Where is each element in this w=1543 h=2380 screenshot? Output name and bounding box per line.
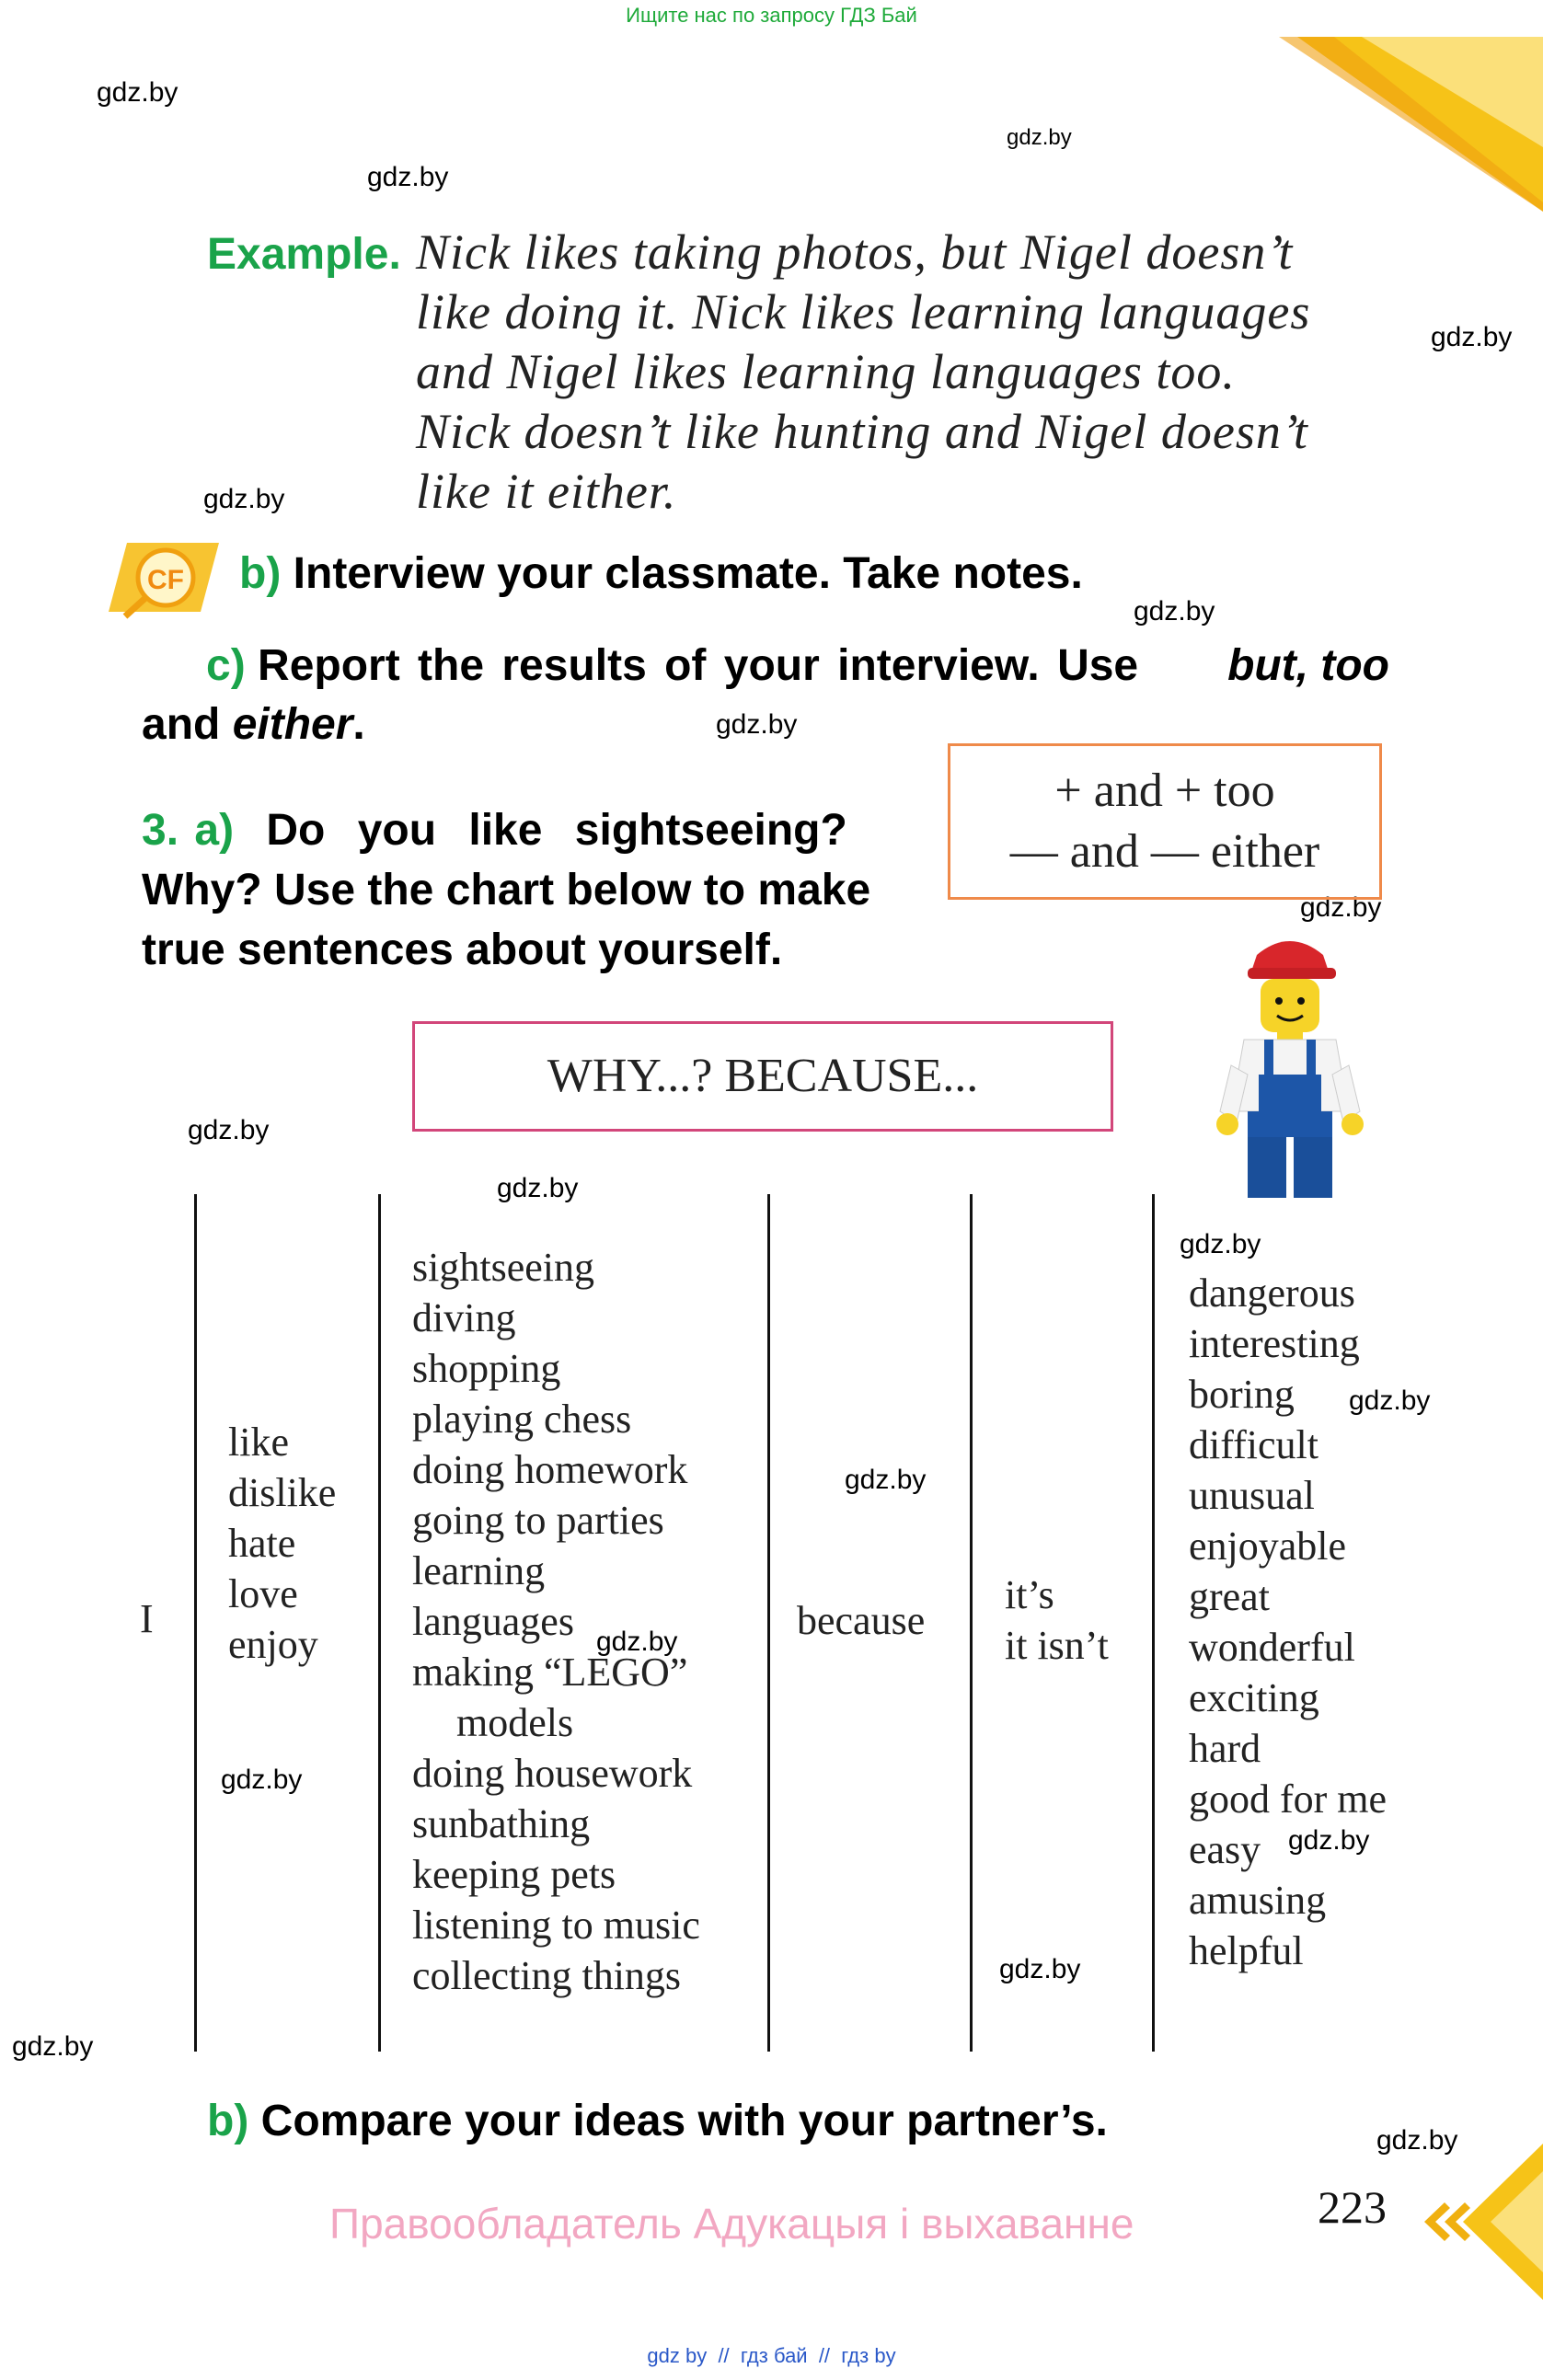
- hint-line: — and — either: [1009, 825, 1320, 878]
- it-form: it isn’t: [1005, 1623, 1109, 1668]
- example-text: [416, 223, 1310, 522]
- watermark: gdz.by: [1349, 1385, 1431, 1416]
- chart-because: [797, 1595, 925, 1646]
- watermark: gdz.by: [1180, 1229, 1261, 1259]
- activity-item: models: [456, 1700, 574, 1745]
- chart-divider: [1152, 1194, 1155, 2052]
- chart-divider: [970, 1194, 973, 2052]
- watermark: gdz.by: [1431, 322, 1513, 352]
- task-c-italic: but, too: [1227, 641, 1389, 690]
- page-number: 223: [1318, 2181, 1387, 2233]
- watermark: gdz.by: [497, 1173, 579, 1203]
- task-3a: [142, 800, 905, 980]
- copyright-notice: Правообладатель Адукацыя і выхаванне: [329, 2200, 1134, 2248]
- task-c-period: .: [352, 700, 365, 749]
- chart-verbs: [228, 1417, 336, 1670]
- chart-subject: [140, 1593, 154, 1644]
- chart-title-box: [412, 1021, 1113, 1132]
- watermark: gdz.by: [188, 1115, 270, 1145]
- watermark: gdz.by: [97, 77, 178, 108]
- verb-item: hate: [228, 1521, 296, 1566]
- task-b-label: b): [239, 549, 282, 598]
- activity-item: doing housework: [412, 1751, 693, 1796]
- adjective-item: great: [1189, 1574, 1270, 1619]
- adjective-item: interesting: [1189, 1321, 1360, 1366]
- watermark: gdz.by: [1134, 596, 1215, 627]
- verb-item: enjoy: [228, 1622, 318, 1667]
- corner-decoration: [1279, 37, 1543, 212]
- verb-item: love: [228, 1571, 298, 1616]
- task-c-italic2: either: [232, 700, 353, 749]
- chart-activities: [412, 1242, 700, 2001]
- adjective-item: difficult: [1189, 1422, 1318, 1467]
- task-3a-number: 3. a): [142, 806, 235, 855]
- task-c-text2: and: [142, 700, 221, 749]
- chart-title: WHY...? BECAUSE...: [547, 1050, 979, 1102]
- adjective-item: enjoyable: [1189, 1523, 1347, 1569]
- adjective-item: amusing: [1189, 1878, 1327, 1923]
- activity-item: going to parties: [412, 1498, 664, 1543]
- example-line: and Nigel likes learning languages too.: [416, 344, 1236, 399]
- task-c-label: c): [206, 641, 246, 690]
- example-label: Example.: [207, 230, 401, 279]
- top-banner[interactable]: Ищите нас по запросу ГДЗ Бай: [626, 4, 917, 27]
- activity-item: doing homework: [412, 1447, 688, 1492]
- task-c: [142, 637, 1389, 754]
- task-3b: [207, 2094, 1108, 2149]
- watermark: gdz.by: [12, 2031, 94, 2062]
- adjective-item: helpful: [1189, 1928, 1304, 1973]
- watermark: gdz.by: [1376, 2125, 1458, 2156]
- watermark: gdz.by: [716, 709, 798, 740]
- task-3b-label: b): [207, 2097, 249, 2145]
- task-c-text: Report the results of your interview. Use: [258, 641, 1139, 690]
- activity-item: shopping: [412, 1346, 561, 1391]
- activity-item: collecting things: [412, 1953, 682, 1998]
- activity-item: languages: [412, 1599, 574, 1644]
- activity-item: sunbathing: [412, 1801, 591, 1846]
- watermark: gdz.by: [203, 484, 285, 514]
- task-b-text: Interview your classmate. Take notes.: [293, 549, 1083, 598]
- adjective-item: dangerous: [1189, 1270, 1355, 1316]
- subject-word: I: [140, 1596, 154, 1641]
- watermark: gdz.by: [999, 1954, 1081, 1984]
- adjective-item: exciting: [1189, 1675, 1319, 1720]
- activity-item: learning: [412, 1548, 546, 1593]
- example-line: like it either.: [416, 464, 677, 519]
- task-3a-line: Do you like sightseeing?: [266, 806, 847, 855]
- chart-divider: [194, 1194, 197, 2052]
- adjective-item: hard: [1189, 1726, 1261, 1771]
- task-3a-line: Why? Use the chart below to make: [142, 866, 871, 914]
- watermark: gdz.by: [367, 162, 449, 192]
- chart-adjectives: [1189, 1268, 1387, 1976]
- chart-divider: [767, 1194, 770, 2052]
- task-b: [239, 546, 1083, 602]
- page-arrow-icon: [1408, 2144, 1543, 2300]
- adjective-item: unusual: [1189, 1473, 1315, 1518]
- bottom-links[interactable]: gdz by // гдз бай // гдз by: [647, 2344, 896, 2367]
- activity-item: playing chess: [412, 1397, 632, 1442]
- hint-box: [948, 743, 1382, 900]
- it-form: it’s: [1005, 1572, 1054, 1617]
- chart-it-forms: [1005, 1569, 1109, 1671]
- adjective-item: easy: [1189, 1827, 1261, 1872]
- watermark: gdz.by: [1288, 1825, 1370, 1856]
- activity-item: listening to music: [412, 1903, 700, 1948]
- adjective-item: boring: [1189, 1372, 1295, 1417]
- svg-text:CF: CF: [147, 565, 184, 595]
- cf-icon: [109, 534, 219, 621]
- adjective-item: good for me: [1189, 1776, 1388, 1822]
- activity-item: diving: [412, 1295, 516, 1340]
- verb-item: like: [228, 1420, 289, 1465]
- watermark: gdz.by: [845, 1465, 927, 1495]
- chart-divider: [378, 1194, 381, 2052]
- watermark: gdz.by: [221, 1765, 303, 1795]
- example-line: like doing it. Nick likes learning languages: [416, 284, 1311, 339]
- verb-item: dislike: [228, 1470, 337, 1515]
- watermark: gdz.by: [1300, 892, 1382, 923]
- example-line: Nick likes taking photos, but Nigel doesn’t: [416, 224, 1294, 280]
- adjective-item: wonderful: [1189, 1625, 1355, 1670]
- activity-item: making “LEGO”: [412, 1650, 688, 1695]
- task-3a-line: true sentences about yourself.: [142, 926, 783, 974]
- because-word: because: [797, 1598, 926, 1643]
- lego-figure: [1211, 927, 1369, 1203]
- task-3b-text: Compare your ideas with your partner’s.: [260, 2097, 1108, 2145]
- watermark: gdz.by: [1007, 125, 1072, 150]
- hint-line: + and + too: [1054, 765, 1275, 817]
- example-line: Nick doesn’t like hunting and Nigel doesn’t: [416, 404, 1308, 459]
- activity-item: sightseeing: [412, 1245, 594, 1290]
- activity-item: keeping pets: [412, 1852, 616, 1897]
- watermark: gdz.by: [596, 1627, 678, 1657]
